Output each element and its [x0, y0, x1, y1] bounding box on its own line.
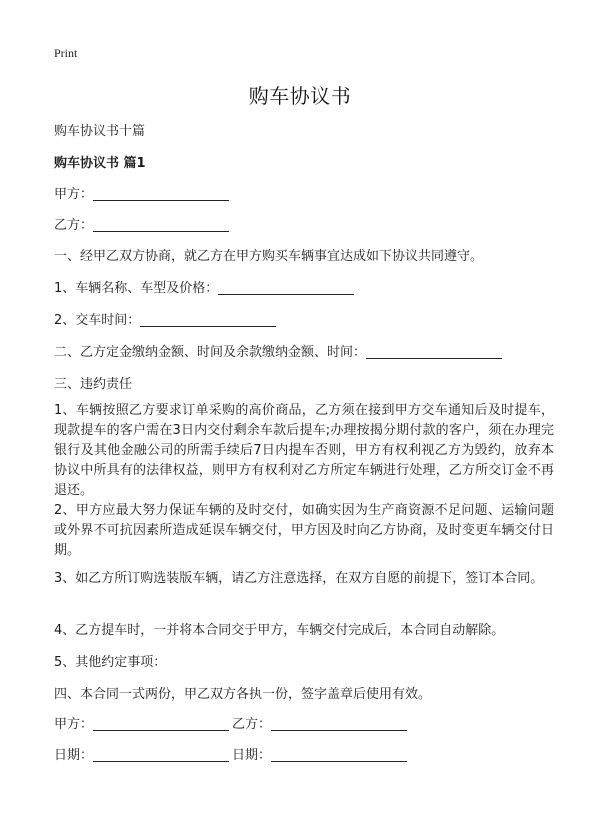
- vehicle-label: 1、车辆名称、车型及价格：: [54, 281, 219, 296]
- signature-date-a-label: 日期：: [54, 748, 94, 763]
- breach-heading: 三、违约责任: [54, 377, 133, 392]
- party-a-line: [54, 183, 229, 202]
- breach-clause-1: 1、车辆按照乙方要求订单采购的高价商品，乙方须在接到甲方交车通知后及时提车，现款提车的客户需在3日内交付剩余车款后提车;办理按揭分期付款的客户，须在办理完银行及其他金融公司的所需手续后7日内提车否则，甲方有权利视乙方为毁约，放弃本协议中所具有的法律权益，则甲方有权利对乙方所定车辆进行处理，乙方所交订金不再退还。: [54, 403, 554, 498]
- signature-date-a-blank: [93, 747, 229, 762]
- party-b-line: [54, 214, 229, 233]
- signature-party-a-label: 甲方：: [54, 717, 94, 732]
- document-subtitle: 购车协议书十篇: [54, 124, 146, 139]
- breach-clause-3: 3、如乙方所订购选装版车辆，请乙方注意选择，在双方自愿的前提下，签订本合同。: [54, 571, 544, 586]
- signature-date-b-label: 日期：: [232, 748, 272, 763]
- section-title: 购车协议书 篇1: [54, 156, 146, 171]
- vehicle-line: [54, 277, 354, 296]
- signature-date-b-blank: [271, 747, 407, 762]
- deposit-label: 二、乙方定金缴纳金额、时间及余款缴纳金额、时间：: [54, 345, 367, 360]
- breach-clause-2: 2、甲方应最大努力保证车辆的及时交付，如确实因为生产商资源不足问题、运输问题或外界不可抗因素所造成延误车辆交付，甲方因及时向乙方协商，及时变更车辆交付日期。: [54, 503, 554, 558]
- delivery-time-label: 2、交车时间：: [54, 313, 141, 328]
- vehicle-blank: [218, 280, 354, 295]
- party-b-blank: [93, 217, 229, 232]
- deposit-line: [54, 341, 502, 360]
- signature-date-a: [54, 744, 229, 763]
- party-a-label: 甲方：: [54, 187, 94, 202]
- clause-intro: 一、经甲乙双方协商，就乙方在甲方购买车辆事宜达成如下协议共同遵守。: [54, 249, 484, 264]
- delivery-time-line: [54, 309, 276, 328]
- signature-date-b: [232, 744, 407, 763]
- signature-party-b: [232, 713, 407, 732]
- party-a-blank: [93, 186, 229, 201]
- clause-copies: 四、本合同一式两份，甲乙双方各执一份，签字盖章后使用有效。: [54, 687, 432, 702]
- document-title: 购车协议书: [248, 84, 352, 108]
- breach-clause-4: 4、乙方提车时，一并将本合同交于甲方，车辆交付完成后，本合同自动解除。: [54, 623, 505, 638]
- breach-clause-5: 5、其他约定事项：: [54, 655, 167, 670]
- party-b-label: 乙方：: [54, 218, 94, 233]
- deposit-blank: [366, 344, 502, 359]
- signature-party-a: [54, 713, 229, 732]
- signature-party-b-blank: [271, 716, 407, 731]
- delivery-time-blank: [140, 312, 276, 327]
- print-link[interactable]: Print: [54, 46, 78, 60]
- signature-party-b-label: 乙方：: [232, 717, 272, 732]
- signature-party-a-blank: [93, 716, 229, 731]
